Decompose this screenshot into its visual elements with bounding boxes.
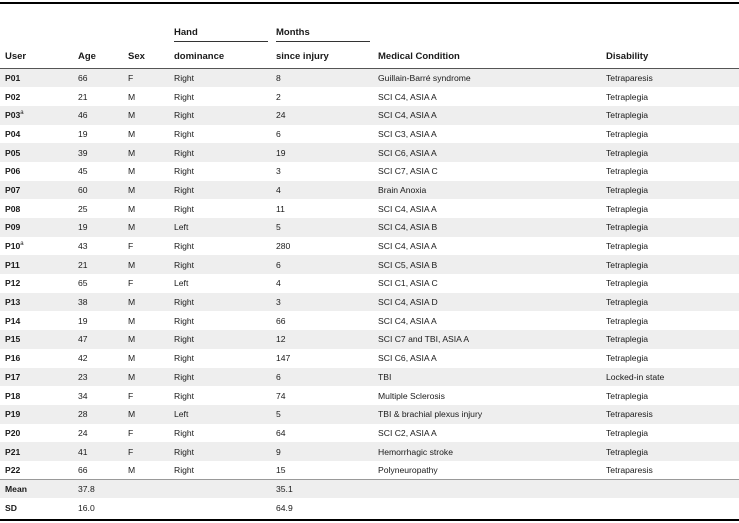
user-cell (0, 143, 78, 162)
months-header-rule (276, 41, 370, 42)
table-row (0, 386, 739, 405)
hand-dominance-cell: Right (174, 147, 195, 158)
age-cell: 19 (78, 222, 88, 233)
months-since-injury-cell: 3 (276, 297, 281, 308)
disability-cell: Tetraplegia (606, 222, 649, 233)
hand-dominance-cell: Right (174, 390, 195, 401)
table-row (0, 199, 739, 218)
age-cell: 19 (78, 315, 88, 326)
age-cell: 39 (78, 147, 88, 158)
header-age: Age (78, 51, 96, 62)
medical-condition-cell: SCI C2, ASIA A (378, 427, 437, 438)
user-cell (0, 106, 78, 125)
summary-age-cell: 37.8 (78, 480, 128, 499)
sex-cell: M (128, 147, 136, 158)
months-since-injury-cell: 5 (276, 409, 281, 420)
table-row (0, 330, 739, 349)
sex-cell: M (128, 297, 136, 308)
empty-cell (174, 498, 276, 517)
medical-condition-cell: Multiple Sclerosis (378, 390, 445, 401)
user-cell (0, 218, 78, 237)
user-id: P03 (5, 110, 21, 121)
hand-dominance-cell: Left (174, 222, 189, 233)
hand-dominance-cell: Right (174, 69, 276, 88)
disability-cell: Locked-in state (606, 371, 665, 382)
user-id: P04 (5, 128, 21, 139)
table-row (0, 143, 739, 162)
medical-condition-cell: Brain Anoxia (378, 184, 427, 195)
table-row (0, 461, 739, 480)
user-cell (0, 274, 78, 293)
user-id: P05 (5, 147, 21, 158)
months-since-injury-cell: 15 (276, 465, 286, 476)
summary-months-cell: 35.1 (276, 480, 378, 499)
table-row (0, 106, 739, 125)
table-row (0, 424, 739, 443)
footnote-marker: a (20, 110, 24, 117)
medical-condition-cell: SCI C6, ASIA A (378, 147, 437, 158)
medical-condition-cell: SCI C6, ASIA A (378, 353, 437, 364)
table-bottom-rule (0, 519, 739, 521)
hand-dominance-cell: Right (174, 259, 195, 270)
sex-cell: M (128, 334, 136, 345)
months-since-injury-cell: 6 (276, 371, 281, 382)
disability-cell: Tetraplegia (606, 203, 649, 214)
participants-table (0, 68, 739, 517)
user-id: P21 (5, 446, 21, 457)
hand-dominance-cell: Right (174, 446, 195, 457)
empty-cell (128, 480, 174, 499)
user-id: P07 (5, 184, 21, 195)
months-since-injury-cell: 64 (276, 427, 286, 438)
hand-dominance-cell: Right (174, 166, 195, 177)
header-hand-line1: Hand (174, 27, 198, 38)
user-id: P19 (5, 409, 21, 420)
table-row (0, 162, 739, 181)
hand-dominance-cell: Right (174, 297, 195, 308)
age-cell: 42 (78, 353, 88, 364)
table-row (0, 255, 739, 274)
user-id: P17 (5, 371, 21, 382)
age-cell: 66 (78, 69, 128, 88)
table-row (0, 218, 739, 237)
months-since-injury-cell: 4 (276, 278, 281, 289)
user-cell (0, 386, 78, 405)
user-cell (0, 330, 78, 349)
sex-cell: M (128, 184, 136, 195)
user-id: P16 (5, 353, 21, 364)
empty-cell (128, 498, 174, 517)
age-cell: 34 (78, 390, 88, 401)
table-top-rule (0, 2, 739, 4)
disability-cell: Tetraplegia (606, 334, 649, 345)
header-disability: Disability (606, 51, 649, 62)
age-cell: 23 (78, 371, 88, 382)
user-cell (0, 405, 78, 424)
sex-cell: M (128, 222, 136, 233)
months-since-injury-cell: 66 (276, 315, 286, 326)
medical-condition-cell: Hemorrhagic stroke (378, 446, 453, 457)
table-row (0, 69, 739, 88)
medical-condition-cell: SCI C1, ASIA C (378, 278, 438, 289)
disability-cell: Tetraplegia (606, 427, 649, 438)
sex-cell: F (128, 278, 134, 289)
medical-condition-cell: SCI C4, ASIA A (378, 110, 437, 121)
sex-cell: M (128, 91, 136, 102)
header-months-line1: Months (276, 27, 310, 38)
disability-cell: Tetraplegia (606, 446, 649, 457)
user-cell (0, 125, 78, 144)
user-cell (0, 87, 78, 106)
age-cell: 65 (78, 278, 88, 289)
sex-cell: M (128, 315, 136, 326)
months-since-injury-cell: 2 (276, 91, 281, 102)
disability-cell: Tetraparesis (606, 69, 739, 88)
medical-condition-cell: SCI C4, ASIA A (378, 203, 437, 214)
header-user: User (5, 51, 27, 62)
months-since-injury-cell: 5 (276, 222, 281, 233)
user-id: P11 (5, 259, 20, 270)
hand-dominance-cell: Right (174, 184, 195, 195)
table-body (0, 69, 739, 518)
medical-condition-cell: SCI C7 and TBI, ASIA A (378, 334, 470, 345)
header-medical-condition: Medical Condition (378, 51, 460, 62)
hand-dominance-cell: Right (174, 465, 195, 476)
age-cell: 66 (78, 465, 88, 476)
disability-cell: Tetraplegia (606, 353, 649, 364)
user-id: P08 (5, 203, 21, 214)
months-since-injury-cell: 4 (276, 184, 281, 195)
summary-months-cell: 64.9 (276, 502, 293, 513)
sex-cell: F (128, 69, 174, 88)
sex-cell: M (128, 465, 136, 476)
medical-condition-cell: SCI C4, ASIA A (378, 91, 437, 102)
disability-cell: Tetraplegia (606, 166, 649, 177)
hand-dominance-cell: Right (174, 110, 195, 121)
user-cell (0, 181, 78, 200)
table-row (0, 125, 739, 144)
medical-condition-cell: SCI C4, ASIA A (378, 315, 437, 326)
sex-cell: M (128, 110, 136, 121)
age-cell: 60 (78, 184, 88, 195)
table-row (0, 181, 739, 200)
header-months-line2: since injury (276, 51, 329, 62)
disability-cell: Tetraplegia (606, 128, 649, 139)
user-cell (0, 237, 78, 256)
age-cell: 47 (78, 334, 88, 345)
months-since-injury-cell: 280 (276, 241, 291, 252)
disability-cell: Tetraplegia (606, 315, 649, 326)
months-since-injury-cell: 11 (276, 203, 285, 214)
medical-condition-cell: TBI & brachial plexus injury (378, 409, 483, 420)
user-id: P15 (5, 334, 21, 345)
hand-dominance-cell: Right (174, 334, 195, 345)
months-since-injury-cell: 6 (276, 128, 281, 139)
disability-cell: Tetraparesis (606, 465, 653, 476)
summary-row (0, 480, 739, 499)
disability-cell: Tetraplegia (606, 241, 649, 252)
sex-cell: M (128, 353, 136, 364)
months-since-injury-cell: 24 (276, 110, 286, 121)
age-cell: 21 (78, 91, 88, 102)
hand-header-rule (174, 41, 268, 42)
empty-cell (378, 498, 606, 517)
user-id: P12 (5, 278, 21, 289)
sex-cell: M (128, 128, 136, 139)
months-since-injury-cell: 12 (276, 334, 286, 345)
table-row (0, 237, 739, 256)
user-cell (0, 69, 78, 88)
sex-cell: M (128, 166, 136, 177)
sex-cell: F (128, 427, 134, 438)
sex-cell: M (128, 409, 136, 420)
months-since-injury-cell: 6 (276, 259, 281, 270)
hand-dominance-cell: Left (174, 409, 189, 420)
table-row (0, 311, 739, 330)
user-id: P09 (5, 222, 21, 233)
user-id: P10 (5, 241, 21, 252)
user-id: P20 (5, 427, 21, 438)
age-cell: 46 (78, 110, 88, 121)
sex-cell: F (128, 390, 134, 401)
months-since-injury-cell: 19 (276, 147, 286, 158)
months-since-injury-cell: 3 (276, 166, 281, 177)
age-cell: 28 (78, 409, 88, 420)
empty-cell (606, 480, 739, 499)
age-cell: 41 (78, 446, 88, 457)
medical-condition-cell: Guillain-Barré syndrome (378, 69, 606, 88)
user-id: P06 (5, 166, 21, 177)
months-since-injury-cell: 74 (276, 390, 286, 401)
table-row (0, 274, 739, 293)
disability-cell: Tetraplegia (606, 297, 649, 308)
hand-dominance-cell: Right (174, 91, 195, 102)
medical-condition-cell: SCI C7, ASIA C (378, 166, 438, 177)
disability-cell: Tetraparesis (606, 409, 653, 420)
table-row (0, 293, 739, 312)
hand-dominance-cell: Right (174, 427, 195, 438)
months-since-injury-cell: 8 (276, 69, 378, 88)
empty-cell (174, 480, 276, 499)
summary-label-cell: Mean (0, 480, 78, 499)
medical-condition-cell: TBI (378, 371, 392, 382)
user-cell (0, 368, 78, 387)
user-id: P14 (5, 315, 21, 326)
table-row (0, 368, 739, 387)
user-cell (0, 293, 78, 312)
hand-dominance-cell: Right (174, 203, 195, 214)
medical-condition-cell: SCI C4, ASIA A (378, 241, 437, 252)
sex-cell: F (128, 446, 134, 457)
user-cell (0, 162, 78, 181)
age-cell: 21 (78, 259, 88, 270)
age-cell: 43 (78, 241, 88, 252)
sex-cell: M (128, 371, 136, 382)
user-cell (0, 255, 78, 274)
user-cell (0, 424, 78, 443)
user-cell (0, 461, 78, 480)
header-hand-line2: dominance (174, 51, 225, 62)
hand-dominance-cell: Right (174, 371, 195, 382)
disability-cell: Tetraplegia (606, 110, 649, 121)
user-cell (0, 349, 78, 368)
empty-cell (606, 498, 739, 517)
months-since-injury-cell: 9 (276, 446, 281, 457)
age-cell: 24 (78, 427, 88, 438)
age-cell: 25 (78, 203, 88, 214)
months-since-injury-cell: 147 (276, 353, 291, 364)
hand-dominance-cell: Right (174, 353, 195, 364)
header-sex: Sex (128, 51, 145, 62)
sex-cell: F (128, 241, 134, 252)
hand-dominance-cell: Left (174, 278, 189, 289)
table-row (0, 349, 739, 368)
user-id: P01 (5, 73, 21, 84)
table-row (0, 405, 739, 424)
user-id: P18 (5, 390, 21, 401)
disability-cell: Tetraplegia (606, 147, 649, 158)
disability-cell: Tetraplegia (606, 259, 649, 270)
summary-row (0, 498, 739, 517)
user-id: P13 (5, 297, 21, 308)
sex-cell: M (128, 203, 136, 214)
age-cell: 19 (78, 128, 88, 139)
table-row (0, 442, 739, 461)
age-cell: 38 (78, 297, 88, 308)
summary-label-cell: SD (5, 502, 17, 513)
user-cell (0, 442, 78, 461)
medical-condition-cell: SCI C4, ASIA B (378, 222, 438, 233)
hand-dominance-cell: Right (174, 128, 195, 139)
hand-dominance-cell: Right (174, 241, 195, 252)
age-cell: 45 (78, 166, 88, 177)
disability-cell: Tetraplegia (606, 278, 649, 289)
user-cell (0, 199, 78, 218)
medical-condition-cell: SCI C4, ASIA D (378, 297, 438, 308)
disability-cell: Tetraplegia (606, 184, 649, 195)
user-id: P22 (5, 465, 21, 476)
footnote-marker: a (20, 241, 24, 248)
sex-cell: M (128, 259, 136, 270)
disability-cell: Tetraplegia (606, 390, 649, 401)
medical-condition-cell: Polyneuropathy (378, 465, 438, 476)
table-row (0, 87, 739, 106)
medical-condition-cell: SCI C3, ASIA A (378, 128, 437, 139)
summary-age-cell: 16.0 (78, 502, 95, 513)
disability-cell: Tetraplegia (606, 91, 649, 102)
medical-condition-cell: SCI C5, ASIA B (378, 259, 438, 270)
user-cell (0, 311, 78, 330)
user-id: P02 (5, 91, 21, 102)
hand-dominance-cell: Right (174, 315, 195, 326)
empty-cell (378, 480, 606, 499)
